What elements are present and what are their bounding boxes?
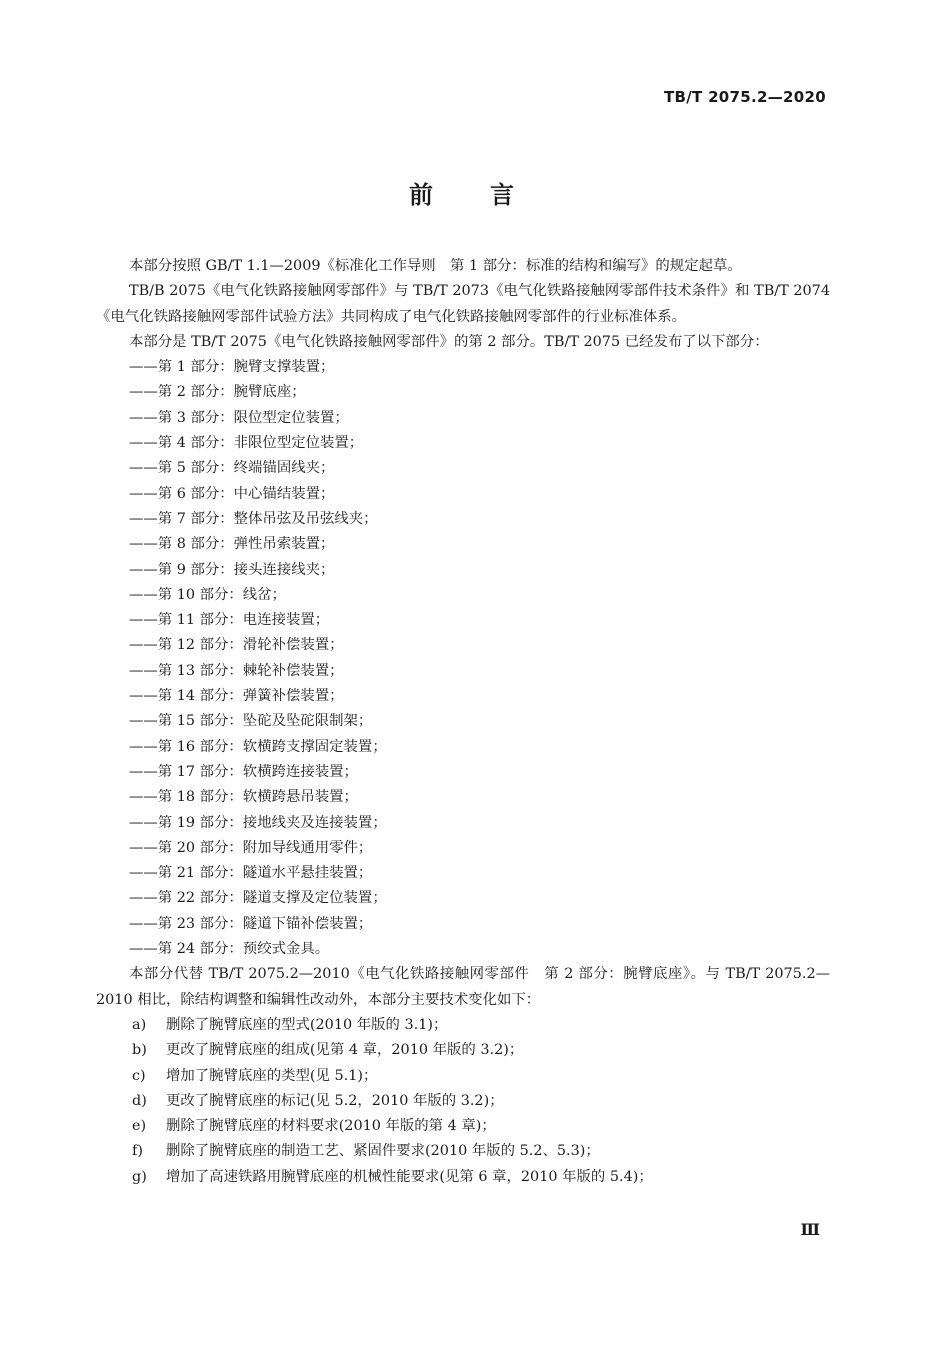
page-number: Ⅲ [800, 1220, 820, 1239]
change-item [96, 1038, 830, 1063]
list-item: ——第 15 部分：坠砣及坠砣限制架； [129, 713, 373, 730]
change-item [96, 1114, 830, 1139]
standard-code: TB/T 2075.2—2020 [663, 88, 826, 106]
list-item: ——第 21 部分：隧道水平悬挂装置； [129, 865, 373, 882]
list-item: ——第 9 部分：接头连接线夹； [129, 561, 335, 578]
change-label: f) [132, 1143, 143, 1160]
change-text: 增加了高速铁路用腕臂底座的机械性能要求(见第 6 章，2010 年版的 5.4)； [166, 1168, 653, 1185]
list-item: ——第 23 部分：隧道下锚补偿装置； [129, 915, 373, 932]
list-item: ——第 12 部分：滑轮补偿装置； [129, 637, 344, 654]
change-text: 删除了腕臂底座的制造工艺、紧固件要求(2010 年版的 5.2、5.3)； [166, 1143, 600, 1160]
title-char-2: 言 [490, 181, 515, 209]
list-item: ——第 24 部分：预绞式金具。 [129, 941, 330, 958]
list-item: ——第 3 部分：限位型定位装置； [129, 409, 349, 426]
list-item: ——第 5 部分：终端锚固线夹； [129, 460, 335, 477]
list-item: ——第 11 部分：电连接装置； [129, 612, 330, 629]
list-item: ——第 6 部分：中心锚结装置； [129, 485, 335, 502]
change-label: c) [132, 1067, 146, 1084]
change-item [96, 1013, 830, 1038]
list-item: ——第 19 部分：接地线夹及连接装置； [129, 814, 387, 831]
list-item: ——第 1 部分：腕臂支撑装置； [129, 359, 335, 376]
list-item: ——第 14 部分：弹簧补偿装置； [129, 688, 344, 705]
change-text: 更改了腕臂底座的标记(见 5.2，2010 年版的 3.2)； [166, 1092, 504, 1109]
change-label: b) [132, 1042, 147, 1059]
change-label: d) [132, 1092, 147, 1109]
foreword-body [96, 254, 830, 1190]
change-label: e) [132, 1118, 147, 1135]
change-label: a) [132, 1016, 147, 1033]
change-item [96, 1165, 830, 1190]
list-item: ——第 13 部分：棘轮补偿装置； [129, 662, 344, 679]
change-label: g) [132, 1168, 147, 1185]
list-item: ——第 7 部分：整体吊弦及吊弦线夹； [129, 510, 378, 527]
paragraph-drafting-rules: 本部分按照 GB/T 1.1—2009《标准化工作导则 第 1 部分：标准的结构和编写》的规定起草。 [129, 258, 742, 274]
title-char-1: 前 [409, 181, 434, 209]
list-item: ——第 8 部分：弹性吊索装置； [129, 536, 335, 553]
list-item: ——第 2 部分：腕臂底座； [129, 384, 306, 401]
parts-list [96, 355, 830, 962]
list-item: ——第 4 部分：非限位型定位装置； [129, 435, 364, 452]
change-text: 删除了腕臂底座的材料要求(2010 年版的第 4 章)； [166, 1118, 496, 1135]
change-text: 删除了腕臂底座的型式(2010 年版的 3.1)； [166, 1016, 448, 1033]
paragraph-standard-system: TB/B 2075《电气化铁路接触网零部件》与 TB/T 2073《电气化铁路接触网零部件技术条件》和 TB/T 2074《电气化铁路接触网零部件试验方法》共同构成了电气化铁路接触网零部件的行业标准体系。 [96, 283, 830, 325]
change-text: 更改了腕臂底座的组成(见第 4 章，2010 年版的 3.2)； [166, 1042, 524, 1059]
paragraph-replacement: 本部分代替 TB/T 2075.2—2010《电气化铁路接触网零部件 第 2 部分：腕臂底座》。与 TB/T 2075.2—2010 相比，除结构调整和编辑性改动外，本部分主要技术变化如下： [96, 966, 830, 1008]
list-item: ——第 20 部分：附加导线通用零件； [129, 839, 373, 856]
list-item: ——第 10 部分：线岔； [129, 586, 286, 603]
list-item: ——第 18 部分：软横跨悬吊装置； [129, 789, 358, 806]
change-item [96, 1139, 830, 1164]
page-title [0, 175, 924, 210]
list-item: ——第 17 部分：软横跨连接装置； [129, 763, 358, 780]
list-item: ——第 16 部分：软横跨支撑固定装置； [129, 738, 387, 755]
change-text: 增加了腕臂底座的类型(见 5.1)； [166, 1067, 378, 1084]
paragraph-part-intro: 本部分是 TB/T 2075《电气化铁路接触网零部件》的第 2 部分。TB/T 2075 已经发布了以下部分： [129, 333, 769, 350]
changes-list [96, 1013, 830, 1190]
list-item: ——第 22 部分：隧道支撑及定位装置； [129, 890, 387, 907]
change-item [96, 1089, 830, 1114]
change-item [96, 1064, 830, 1089]
